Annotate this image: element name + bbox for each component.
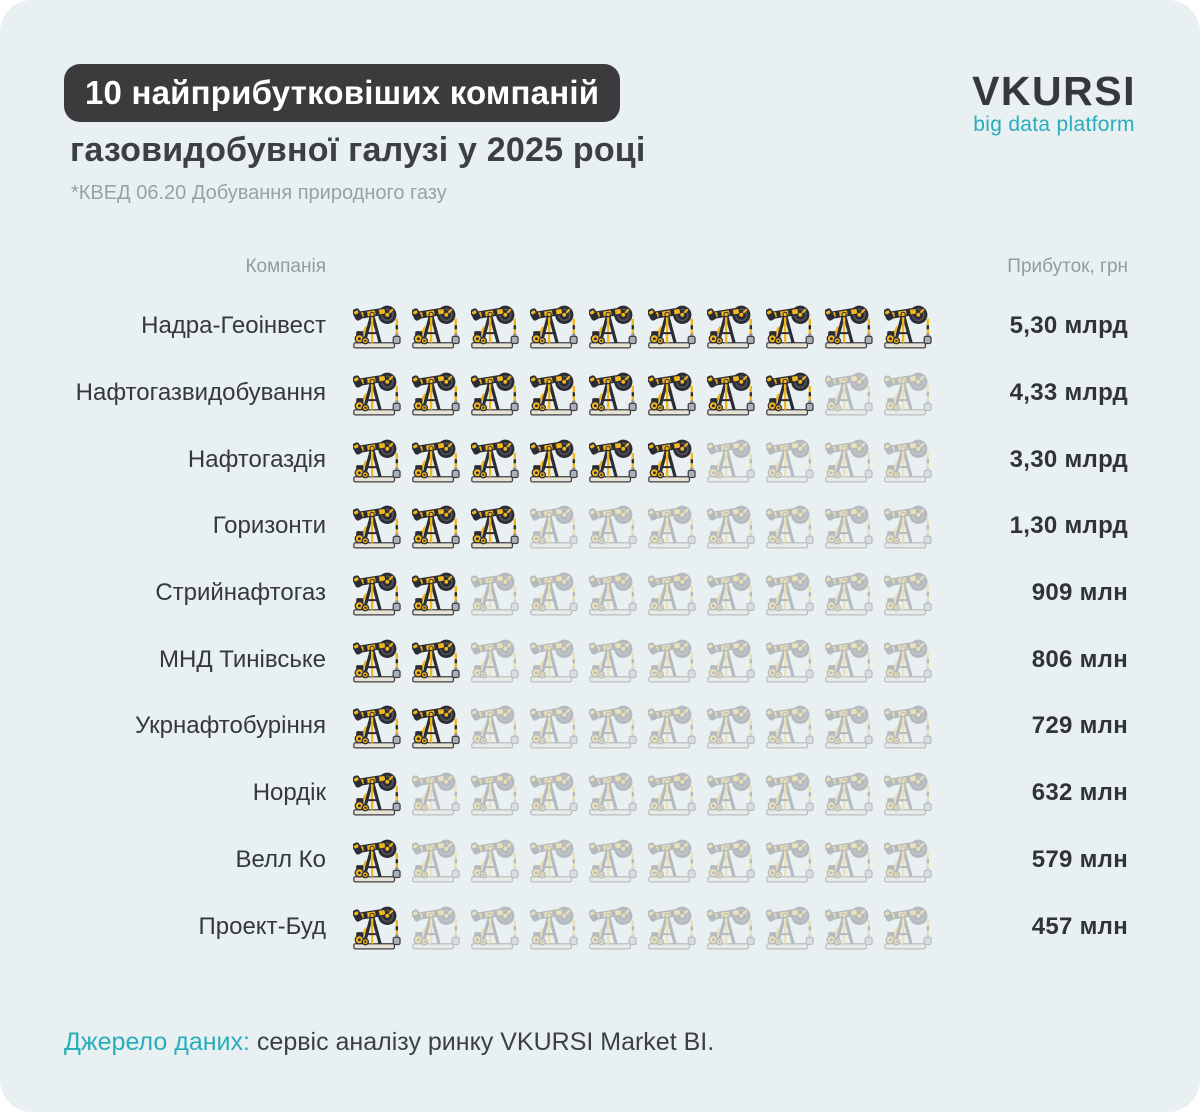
- oil-pumpjack-icon: [530, 769, 581, 817]
- oil-pumpjack-icon: [530, 369, 581, 417]
- oil-pumpjack-icon: [707, 436, 758, 484]
- oil-pumpjack-icon: [648, 702, 699, 750]
- profit-value: 579 млн: [1031, 845, 1128, 873]
- vkursi-logo: [972, 70, 1136, 137]
- profit-value: 632 млн: [1031, 779, 1128, 807]
- oil-pumpjack-icon: [353, 569, 404, 617]
- oil-pumpjack-icon: [825, 302, 876, 350]
- oil-pumpjack-icon: [766, 836, 817, 884]
- oil-pumpjack-icon: [766, 569, 817, 617]
- oil-pumpjack-icon: [530, 636, 581, 684]
- pumpjack-icon-strip: [353, 836, 935, 884]
- oil-pumpjack-icon: [884, 302, 935, 350]
- pictogram-chart: [64, 293, 1128, 960]
- table-row: [64, 827, 1128, 894]
- source-label: Джерело даних:: [64, 1028, 250, 1056]
- oil-pumpjack-icon: [825, 769, 876, 817]
- oil-pumpjack-icon: [707, 369, 758, 417]
- oil-pumpjack-icon: [471, 369, 522, 417]
- oil-pumpjack-icon: [707, 702, 758, 750]
- oil-pumpjack-icon: [707, 302, 758, 350]
- oil-pumpjack-icon: [471, 502, 522, 550]
- oil-pumpjack-icon: [884, 769, 935, 817]
- oil-pumpjack-icon: [530, 836, 581, 884]
- table-row: [64, 560, 1128, 627]
- oil-pumpjack-icon: [589, 903, 640, 951]
- oil-pumpjack-icon: [589, 369, 640, 417]
- oil-pumpjack-icon: [589, 702, 640, 750]
- oil-pumpjack-icon: [884, 369, 935, 417]
- oil-pumpjack-icon: [412, 836, 463, 884]
- oil-pumpjack-icon: [412, 436, 463, 484]
- oil-pumpjack-icon: [589, 502, 640, 550]
- oil-pumpjack-icon: [471, 636, 522, 684]
- oil-pumpjack-icon: [825, 436, 876, 484]
- pumpjack-icon-strip: [353, 903, 935, 951]
- oil-pumpjack-icon: [412, 302, 463, 350]
- logo-tagline: big data platform: [973, 113, 1135, 137]
- oil-pumpjack-icon: [530, 569, 581, 617]
- oil-pumpjack-icon: [825, 636, 876, 684]
- oil-pumpjack-icon: [825, 369, 876, 417]
- profit-value: 909 млн: [1031, 579, 1128, 607]
- oil-pumpjack-icon: [648, 903, 699, 951]
- oil-pumpjack-icon: [766, 702, 817, 750]
- profit-value: 5,30 млрд: [1009, 312, 1128, 340]
- oil-pumpjack-icon: [707, 769, 758, 817]
- oil-pumpjack-icon: [884, 436, 935, 484]
- oil-pumpjack-icon: [412, 903, 463, 951]
- pumpjack-icon-strip: [353, 436, 935, 484]
- profit-value: 3,30 млрд: [1009, 445, 1128, 473]
- oil-pumpjack-icon: [412, 369, 463, 417]
- company-name: Нордік: [252, 779, 326, 807]
- oil-pumpjack-icon: [648, 369, 699, 417]
- oil-pumpjack-icon: [648, 636, 699, 684]
- oil-pumpjack-icon: [530, 903, 581, 951]
- oil-pumpjack-icon: [353, 502, 404, 550]
- oil-pumpjack-icon: [884, 502, 935, 550]
- oil-pumpjack-icon: [766, 903, 817, 951]
- oil-pumpjack-icon: [353, 769, 404, 817]
- oil-pumpjack-icon: [353, 903, 404, 951]
- pumpjack-icon-strip: [353, 369, 935, 417]
- oil-pumpjack-icon: [884, 836, 935, 884]
- source-note: [64, 1028, 714, 1057]
- oil-pumpjack-icon: [530, 502, 581, 550]
- oil-pumpjack-icon: [707, 569, 758, 617]
- oil-pumpjack-icon: [353, 702, 404, 750]
- oil-pumpjack-icon: [648, 769, 699, 817]
- table-header-row: [64, 256, 1128, 278]
- profit-value: 806 млн: [1031, 645, 1128, 673]
- table-row: [64, 293, 1128, 360]
- oil-pumpjack-icon: [825, 569, 876, 617]
- oil-pumpjack-icon: [884, 702, 935, 750]
- oil-pumpjack-icon: [589, 302, 640, 350]
- pumpjack-icon-strip: [353, 636, 935, 684]
- company-name: Надра-Геоінвест: [141, 312, 326, 340]
- oil-pumpjack-icon: [471, 836, 522, 884]
- oil-pumpjack-icon: [707, 636, 758, 684]
- table-row: [64, 760, 1128, 827]
- company-name: Стрийнафтогаз: [155, 579, 326, 607]
- oil-pumpjack-icon: [412, 702, 463, 750]
- company-name: Нафтогазвидобування: [75, 379, 326, 407]
- header: [64, 64, 1136, 205]
- pumpjack-icon-strip: [353, 569, 935, 617]
- oil-pumpjack-icon: [412, 502, 463, 550]
- oil-pumpjack-icon: [825, 702, 876, 750]
- pumpjack-icon-strip: [353, 502, 935, 550]
- table-row: [64, 426, 1128, 493]
- oil-pumpjack-icon: [707, 502, 758, 550]
- oil-pumpjack-icon: [884, 636, 935, 684]
- table-row: [64, 693, 1128, 760]
- kved-subtitle: *КВЕД 06.20 Добування природного газу: [71, 182, 447, 204]
- oil-pumpjack-icon: [766, 436, 817, 484]
- oil-pumpjack-icon: [707, 903, 758, 951]
- oil-pumpjack-icon: [471, 302, 522, 350]
- oil-pumpjack-icon: [471, 569, 522, 617]
- oil-pumpjack-icon: [353, 369, 404, 417]
- pumpjack-icon-strip: [353, 302, 935, 350]
- oil-pumpjack-icon: [530, 302, 581, 350]
- page-title-line2: газовидобувної галузі у 2025 році: [70, 131, 646, 169]
- oil-pumpjack-icon: [707, 836, 758, 884]
- table-row: [64, 626, 1128, 693]
- oil-pumpjack-icon: [766, 769, 817, 817]
- title-badge: 10 найприбутковіших компаній: [64, 64, 620, 122]
- logo-wordmark: VKURSI: [972, 68, 1136, 114]
- oil-pumpjack-icon: [353, 436, 404, 484]
- oil-pumpjack-icon: [825, 836, 876, 884]
- profit-value: 4,33 млрд: [1009, 379, 1128, 407]
- source-text: сервіс аналізу ринку VKURSI Market BI.: [256, 1028, 715, 1056]
- oil-pumpjack-icon: [412, 569, 463, 617]
- oil-pumpjack-icon: [884, 569, 935, 617]
- oil-pumpjack-icon: [648, 436, 699, 484]
- oil-pumpjack-icon: [412, 769, 463, 817]
- oil-pumpjack-icon: [589, 569, 640, 617]
- oil-pumpjack-icon: [825, 502, 876, 550]
- oil-pumpjack-icon: [825, 903, 876, 951]
- oil-pumpjack-icon: [766, 502, 817, 550]
- profit-value: 729 млн: [1031, 712, 1128, 740]
- pumpjack-icon-strip: [353, 769, 935, 817]
- oil-pumpjack-icon: [471, 769, 522, 817]
- pumpjack-icon-strip: [353, 702, 935, 750]
- oil-pumpjack-icon: [530, 702, 581, 750]
- company-name: Проект-Буд: [198, 912, 326, 940]
- oil-pumpjack-icon: [353, 636, 404, 684]
- oil-pumpjack-icon: [589, 436, 640, 484]
- oil-pumpjack-icon: [766, 302, 817, 350]
- company-name: Укрнафтобуріння: [134, 712, 326, 740]
- company-name: Велл Ко: [235, 845, 326, 873]
- company-name: МНД Тинівське: [159, 645, 326, 673]
- oil-pumpjack-icon: [589, 636, 640, 684]
- oil-pumpjack-icon: [648, 302, 699, 350]
- profit-value: 1,30 млрд: [1009, 512, 1128, 540]
- table-row: [64, 360, 1128, 427]
- oil-pumpjack-icon: [589, 769, 640, 817]
- oil-pumpjack-icon: [766, 636, 817, 684]
- company-name: Нафтогаздія: [187, 445, 326, 473]
- oil-pumpjack-icon: [471, 436, 522, 484]
- oil-pumpjack-icon: [884, 903, 935, 951]
- oil-pumpjack-icon: [589, 836, 640, 884]
- oil-pumpjack-icon: [471, 903, 522, 951]
- oil-pumpjack-icon: [353, 836, 404, 884]
- table-row: [64, 493, 1128, 560]
- oil-pumpjack-icon: [648, 836, 699, 884]
- oil-pumpjack-icon: [530, 436, 581, 484]
- oil-pumpjack-icon: [766, 369, 817, 417]
- table-row: [64, 893, 1128, 960]
- oil-pumpjack-icon: [471, 702, 522, 750]
- column-header-profit: Прибуток, грн: [1007, 256, 1128, 277]
- oil-pumpjack-icon: [648, 569, 699, 617]
- profit-value: 457 млн: [1031, 912, 1128, 940]
- oil-pumpjack-icon: [648, 502, 699, 550]
- company-name: Горизонти: [212, 512, 326, 540]
- oil-pumpjack-icon: [412, 636, 463, 684]
- oil-pumpjack-icon: [353, 302, 404, 350]
- column-header-company: Компанія: [245, 256, 326, 277]
